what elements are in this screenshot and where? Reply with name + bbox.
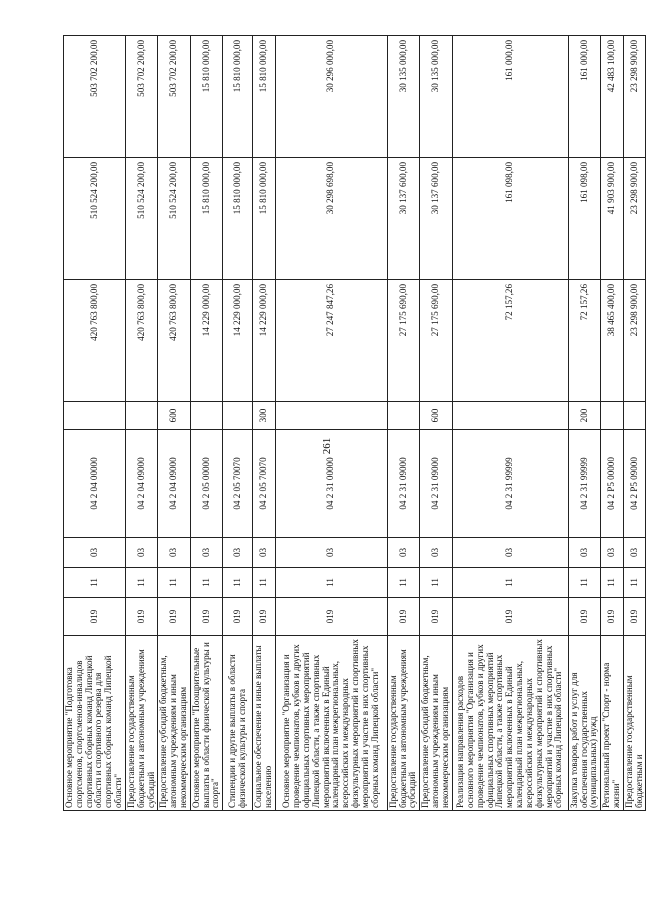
grbs-code: 019 <box>452 598 568 636</box>
expense-type-code <box>223 402 253 430</box>
row-name: Предоставление государственным бюджетным и <box>623 636 646 811</box>
section-code: 11 <box>158 568 190 598</box>
table-row <box>158 36 190 811</box>
row-name: Стипендии и другие выплаты в области физической культуры и спорта <box>223 636 253 811</box>
row-name: Основное мероприятие "Подготовка спортсменов, спортсменов-инвалидов спортивных сборных команд Липецкой области и спортивного резерва для спортивных сборных команд Липецкой области" <box>64 636 126 811</box>
target-article-code: 04 2 04 09000 <box>125 430 157 538</box>
amount-year-1: 14 229 000,00 <box>190 280 222 402</box>
target-article-code: 04 2 04 00000 <box>64 430 126 538</box>
table-row <box>623 36 646 811</box>
amount-year-1: 27 175 690,00 <box>387 280 419 402</box>
row-name: Предоставление субсидий бюджетным, автономным учреждениям и иным некоммерческим организациям <box>420 636 452 811</box>
section-code: 11 <box>387 568 419 598</box>
subsection-code: 03 <box>568 538 600 568</box>
row-name: Основное мероприятие "Поощрительные выплаты в области физической культуры и спорта" <box>190 636 222 811</box>
amount-year-3: 503 702 200,00 <box>64 36 126 158</box>
amount-year-1: 14 229 000,00 <box>253 280 276 402</box>
table-row <box>223 36 253 811</box>
amount-year-2: 30 298 698,00 <box>275 158 387 280</box>
table-row <box>275 36 387 811</box>
grbs-code: 019 <box>190 598 222 636</box>
subsection-code: 03 <box>387 538 419 568</box>
table-row <box>568 36 600 811</box>
section-code: 11 <box>452 568 568 598</box>
amount-year-3: 161 000,00 <box>568 36 600 158</box>
amount-year-3: 30 135 000,00 <box>387 36 419 158</box>
grbs-code: 019 <box>387 598 419 636</box>
expense-type-code <box>64 402 126 430</box>
amount-year-3: 503 702 200,00 <box>158 36 190 158</box>
section-code: 11 <box>64 568 126 598</box>
amount-year-3: 15 810 000,00 <box>223 36 253 158</box>
amount-year-2: 15 810 000,00 <box>223 158 253 280</box>
section-code: 11 <box>568 568 600 598</box>
expense-type-code <box>623 402 646 430</box>
row-name: Социальное обеспечение и иные выплаты населению <box>253 636 276 811</box>
row-name: Предоставление государственным бюджетным и автономным учреждениям субсидий <box>125 636 157 811</box>
expense-type-code: 200 <box>568 402 600 430</box>
subsection-code: 03 <box>223 538 253 568</box>
amount-year-2: 23 298 900,00 <box>623 158 646 280</box>
page-number: 261 <box>321 437 333 455</box>
row-name: Основное мероприятие "Организация и проведение чемпионатов, кубков и других официальных спортивных мероприятий Липецкой области, а также спортивных мероприятий включенных в Единый календарный план межрегиональных, всероссийских и международных физкультурных мероприятий и спортивных мероприятий и участие в них спортивных сборных команд Липецкой области" <box>275 636 387 811</box>
amount-year-1: 27 247 847,26 <box>275 280 387 402</box>
amount-year-1: 38 465 400,00 <box>601 280 624 402</box>
amount-year-1: 72 157,26 <box>452 280 568 402</box>
amount-year-1: 420 763 800,00 <box>125 280 157 402</box>
amount-year-3: 503 702 200,00 <box>125 36 157 158</box>
amount-year-3: 15 810 000,00 <box>190 36 222 158</box>
table-row <box>601 36 624 811</box>
subsection-code: 03 <box>275 538 387 568</box>
amount-year-1: 23 298 900,00 <box>623 280 646 402</box>
expense-type-code <box>601 402 624 430</box>
expense-type-code: 300 <box>253 402 276 430</box>
amount-year-2: 30 137 600,00 <box>420 158 452 280</box>
expense-type-code <box>387 402 419 430</box>
amount-year-2: 41 903 900,00 <box>601 158 624 280</box>
expense-type-code <box>125 402 157 430</box>
table-row <box>452 36 568 811</box>
target-article-code: 04 2 31 00000 <box>275 430 387 538</box>
target-article-code: 04 2 04 09000 <box>158 430 190 538</box>
grbs-code: 019 <box>125 598 157 636</box>
amount-year-3: 15 810 000,00 <box>253 36 276 158</box>
subsection-code: 03 <box>190 538 222 568</box>
target-article-code: 04 2 31 99999 <box>452 430 568 538</box>
grbs-code: 019 <box>601 598 624 636</box>
target-article-code: 04 2 05 00000 <box>190 430 222 538</box>
amount-year-1: 420 763 800,00 <box>64 280 126 402</box>
grbs-code: 019 <box>275 598 387 636</box>
table-row <box>190 36 222 811</box>
amount-year-1: 72 157,26 <box>568 280 600 402</box>
subsection-code: 03 <box>64 538 126 568</box>
amount-year-2: 161 098,00 <box>452 158 568 280</box>
section-code: 11 <box>275 568 387 598</box>
amount-year-2: 30 137 600,00 <box>387 158 419 280</box>
subsection-code: 03 <box>125 538 157 568</box>
row-name: Предоставление государственным бюджетным и автономным учреждениям субсидий <box>387 636 419 811</box>
subsection-code: 03 <box>158 538 190 568</box>
grbs-code: 019 <box>64 598 126 636</box>
grbs-code: 019 <box>568 598 600 636</box>
budget-table-page <box>63 36 644 811</box>
section-code: 11 <box>601 568 624 598</box>
amount-year-1: 420 763 800,00 <box>158 280 190 402</box>
expense-type-code: 600 <box>158 402 190 430</box>
row-name: Реализация направления расходов основного мероприятия "Организация и проведение чемпионатов, кубков и других официальных спортивных мероприятий Липецкой области, а также спортивных мероприятий включенных в Единый календарный план межрегиональных, всероссийских и международных физкультурных мероприятий и спортивных мероприятий и участие в них спортивных сборных команд Липецкой области" <box>452 636 568 811</box>
row-name: Закупка товаров, работ и услуг для обеспечения государственных (муниципальных) нужд <box>568 636 600 811</box>
table-row <box>64 36 126 811</box>
subsection-code: 03 <box>452 538 568 568</box>
amount-year-3: 30 296 000,00 <box>275 36 387 158</box>
section-code: 11 <box>623 568 646 598</box>
subsection-code: 03 <box>623 538 646 568</box>
expense-type-code <box>190 402 222 430</box>
grbs-code: 019 <box>223 598 253 636</box>
subsection-code: 03 <box>601 538 624 568</box>
amount-year-3: 23 298 900,00 <box>623 36 646 158</box>
subsection-code: 03 <box>420 538 452 568</box>
grbs-code: 019 <box>420 598 452 636</box>
row-name: Региональный проект "Спорт - норма жизни" <box>601 636 624 811</box>
target-article-code: 04 2 31 09000 <box>387 430 419 538</box>
subsection-code: 03 <box>253 538 276 568</box>
amount-year-2: 161 098,00 <box>568 158 600 280</box>
row-name: Предоставление субсидий бюджетным, автономным учреждениям и иным некоммерческим организациям <box>158 636 190 811</box>
amount-year-2: 510 524 200,00 <box>158 158 190 280</box>
grbs-code: 019 <box>623 598 646 636</box>
table-row <box>253 36 276 811</box>
grbs-code: 019 <box>158 598 190 636</box>
amount-year-1: 27 175 690,00 <box>420 280 452 402</box>
table-row <box>420 36 452 811</box>
budget-table <box>63 35 646 811</box>
section-code: 11 <box>253 568 276 598</box>
target-article-code: 04 2 P5 00000 <box>601 430 624 538</box>
target-article-code: 04 2 05 70070 <box>253 430 276 538</box>
target-article-code: 04 2 31 09000 <box>420 430 452 538</box>
amount-year-3: 42 483 100,00 <box>601 36 624 158</box>
section-code: 11 <box>125 568 157 598</box>
table-row <box>125 36 157 811</box>
expense-type-code <box>275 402 387 430</box>
grbs-code: 019 <box>253 598 276 636</box>
amount-year-2: 15 810 000,00 <box>253 158 276 280</box>
amount-year-1: 14 229 000,00 <box>223 280 253 402</box>
expense-type-code <box>452 402 568 430</box>
amount-year-3: 161 000,00 <box>452 36 568 158</box>
expense-type-code: 600 <box>420 402 452 430</box>
section-code: 11 <box>420 568 452 598</box>
target-article-code: 04 2 05 70070 <box>223 430 253 538</box>
section-code: 11 <box>190 568 222 598</box>
table-row <box>387 36 419 811</box>
target-article-code: 04 2 P5 09000 <box>623 430 646 538</box>
amount-year-2: 510 524 200,00 <box>125 158 157 280</box>
section-code: 11 <box>223 568 253 598</box>
amount-year-3: 30 135 000,00 <box>420 36 452 158</box>
amount-year-2: 510 524 200,00 <box>64 158 126 280</box>
target-article-code: 04 2 31 99999 <box>568 430 600 538</box>
amount-year-2: 15 810 000,00 <box>190 158 222 280</box>
